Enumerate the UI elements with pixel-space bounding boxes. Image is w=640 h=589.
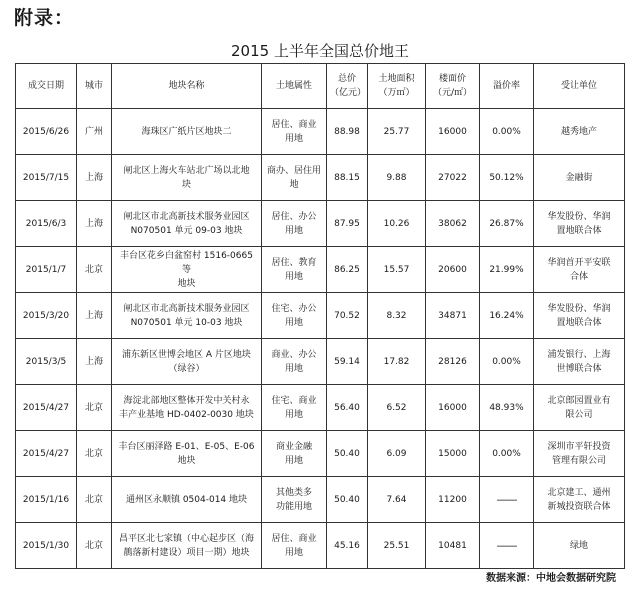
cell-parcel-name: 浦东新区世博会地区 A 片区地块 （绿谷）	[112, 339, 262, 385]
cell-premium-rate: 0.00%	[480, 339, 534, 385]
cell-parcel-name: 丰台区丽泽路 E-01、E-05、E-06 地块	[112, 431, 262, 477]
cell-buyer: 绿地	[534, 523, 625, 569]
cell-buyer: 越秀地产	[534, 109, 625, 155]
cell-parcel-name: 丰台区花乡白盆窑村 1516-0665 等 地块	[112, 247, 262, 293]
cell-land-use: 其他类多 功能用地	[262, 477, 327, 523]
cell-land-area: 7.64	[368, 477, 426, 523]
cell-buyer: 华润首开平安联 合体	[534, 247, 625, 293]
cell-parcel-name: 闸北区市北高新技术服务业园区 N070501 单元 10-03 地块	[112, 293, 262, 339]
cell-buyer: 北京郎园置业有 限公司	[534, 385, 625, 431]
cell-total-price: 59.14	[327, 339, 368, 385]
cell-premium-rate: 48.93%	[480, 385, 534, 431]
cell-buyer: 深圳市平轩投资 管理有限公司	[534, 431, 625, 477]
cell-date: 2015/3/20	[16, 293, 77, 339]
cell-land-area: 9.88	[368, 155, 426, 201]
cell-date: 2015/1/30	[16, 523, 77, 569]
cell-land-area: 6.09	[368, 431, 426, 477]
cell-date: 2015/1/7	[16, 247, 77, 293]
cell-buyer: 浦发银行、上海 世博联合体	[534, 339, 625, 385]
cell-land-area: 15.57	[368, 247, 426, 293]
table-row	[16, 201, 625, 247]
cell-buyer: 华发股份、华润 置地联合体	[534, 293, 625, 339]
cell-land-use: 住宅、办公 用地	[262, 293, 327, 339]
cell-date: 2015/6/3	[16, 201, 77, 247]
cell-land-use: 居住、教育 用地	[262, 247, 327, 293]
land-king-table	[15, 63, 625, 569]
cell-floor-price: 27022	[426, 155, 480, 201]
table-row	[16, 431, 625, 477]
table-row	[16, 523, 625, 569]
cell-floor-price: 16000	[426, 385, 480, 431]
cell-parcel-name: 昌平区北七家镇（中心起步区（海 鶄落新村建设）项目一期）地块	[112, 523, 262, 569]
cell-city: 北京	[77, 247, 112, 293]
table-row	[16, 155, 625, 201]
header-total-price: 总价 （亿元）	[327, 64, 368, 109]
cell-premium-rate: 26.87%	[480, 201, 534, 247]
cell-land-area: 25.51	[368, 523, 426, 569]
cell-parcel-name: 闸北区市北高新技术服务业园区 N070501 单元 09-03 地块	[112, 201, 262, 247]
cell-buyer: 华发股份、华润 置地联合体	[534, 201, 625, 247]
cell-land-area: 8.32	[368, 293, 426, 339]
table-row	[16, 477, 625, 523]
cell-parcel-name: 通州区永顺镇 0504-014 地块	[112, 477, 262, 523]
cell-floor-price: 11200	[426, 477, 480, 523]
header-floor-price: 楼面价 （元/㎡）	[426, 64, 480, 109]
table-row	[16, 339, 625, 385]
table-row	[16, 109, 625, 155]
header-buyer: 受让单位	[534, 64, 625, 109]
cell-floor-price: 28126	[426, 339, 480, 385]
table-header-row	[16, 64, 625, 109]
cell-date: 2015/3/5	[16, 339, 77, 385]
header-premium-rate: 溢价率	[480, 64, 534, 109]
cell-total-price: 50.40	[327, 431, 368, 477]
table-body	[16, 109, 625, 569]
cell-land-use: 商业金融 用地	[262, 431, 327, 477]
cell-total-price: 88.15	[327, 155, 368, 201]
table-row	[16, 247, 625, 293]
cell-land-use: 居住、商业 用地	[262, 523, 327, 569]
header-date: 成交日期	[16, 64, 77, 109]
cell-land-use: 居住、商业 用地	[262, 109, 327, 155]
header-city: 城市	[77, 64, 112, 109]
cell-premium-rate: 0.00%	[480, 431, 534, 477]
header-parcel-name: 地块名称	[112, 64, 262, 109]
cell-parcel-name: 闸北区上海火车站北广场以北地 块	[112, 155, 262, 201]
cell-premium-rate: 16.24%	[480, 293, 534, 339]
appendix-heading: 附录：	[14, 7, 75, 29]
table-row	[16, 385, 625, 431]
data-source-note: 数据来源：中地会数据研究院	[486, 573, 616, 584]
cell-total-price: 88.98	[327, 109, 368, 155]
table-row	[16, 293, 625, 339]
cell-city: 上海	[77, 339, 112, 385]
cell-premium-rate: 0.00%	[480, 109, 534, 155]
cell-city: 北京	[77, 431, 112, 477]
cell-date: 2015/1/16	[16, 477, 77, 523]
cell-buyer: 北京建工、通州 新城投资联合体	[534, 477, 625, 523]
cell-city: 上海	[77, 155, 112, 201]
cell-parcel-name: 海珠区广纸片区地块二	[112, 109, 262, 155]
cell-premium-rate: 50.12%	[480, 155, 534, 201]
cell-city: 上海	[77, 201, 112, 247]
cell-premium-rate: ——	[480, 477, 534, 523]
header-land-use: 土地属性	[262, 64, 327, 109]
cell-total-price: 86.25	[327, 247, 368, 293]
cell-parcel-name: 海淀北部地区整体开发中关村永 丰产业基地 HD-0402-0030 地块	[112, 385, 262, 431]
cell-land-area: 25.77	[368, 109, 426, 155]
cell-total-price: 87.95	[327, 201, 368, 247]
cell-city: 北京	[77, 385, 112, 431]
cell-total-price: 56.40	[327, 385, 368, 431]
cell-land-use: 商业、办公 用地	[262, 339, 327, 385]
cell-floor-price: 10481	[426, 523, 480, 569]
cell-floor-price: 16000	[426, 109, 480, 155]
cell-floor-price: 34871	[426, 293, 480, 339]
table-title: 2015 上半年全国总价地王	[231, 42, 409, 60]
cell-land-use: 商办、居住用地	[262, 155, 327, 201]
cell-city: 上海	[77, 293, 112, 339]
cell-date: 2015/4/27	[16, 385, 77, 431]
cell-city: 北京	[77, 477, 112, 523]
header-land-area: 土地面积 （万㎡）	[368, 64, 426, 109]
cell-premium-rate: ——	[480, 523, 534, 569]
cell-land-area: 10.26	[368, 201, 426, 247]
cell-floor-price: 15000	[426, 431, 480, 477]
cell-total-price: 45.16	[327, 523, 368, 569]
cell-land-use: 居住、办公 用地	[262, 201, 327, 247]
cell-city: 北京	[77, 523, 112, 569]
cell-city: 广州	[77, 109, 112, 155]
cell-land-use: 住宅、商业 用地	[262, 385, 327, 431]
cell-land-area: 17.82	[368, 339, 426, 385]
cell-buyer: 金融街	[534, 155, 625, 201]
cell-total-price: 70.52	[327, 293, 368, 339]
cell-date: 2015/4/27	[16, 431, 77, 477]
cell-floor-price: 38062	[426, 201, 480, 247]
cell-land-area: 6.52	[368, 385, 426, 431]
cell-floor-price: 20600	[426, 247, 480, 293]
cell-premium-rate: 21.99%	[480, 247, 534, 293]
cell-date: 2015/7/15	[16, 155, 77, 201]
cell-total-price: 50.40	[327, 477, 368, 523]
cell-date: 2015/6/26	[16, 109, 77, 155]
